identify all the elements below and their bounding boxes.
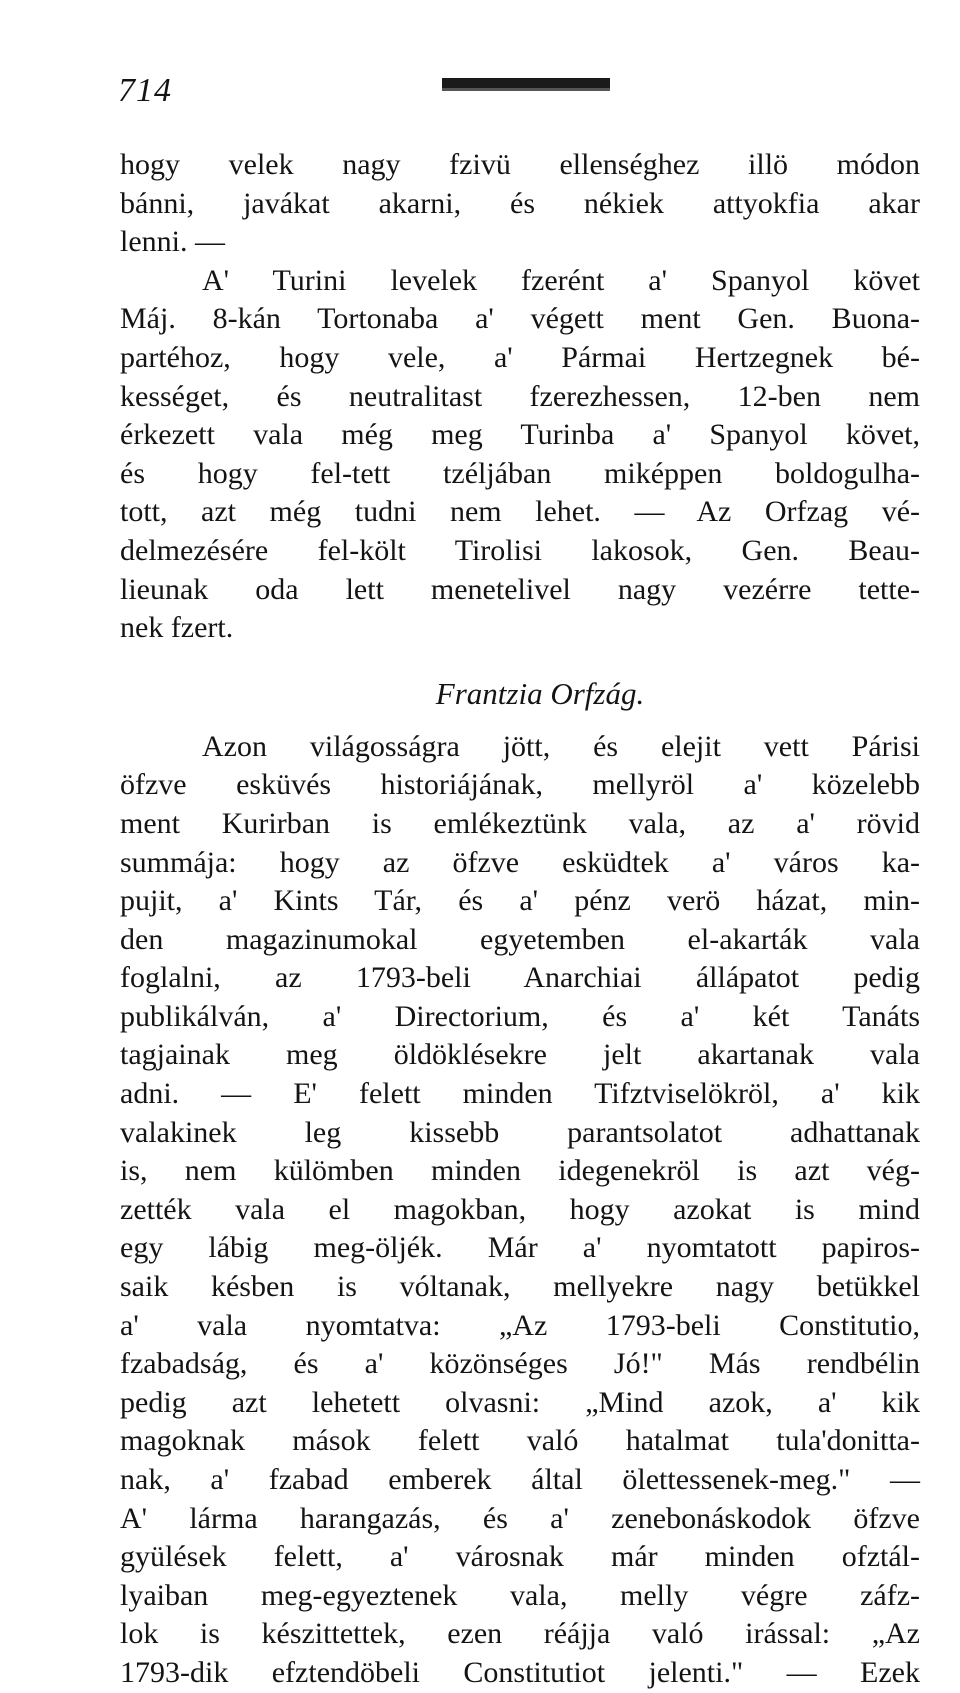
text-line: egy lábig meg-öljék. Már a' nyomtatott papiros- [120,1231,920,1265]
text-line: den magazinumokal egyetemben el-akarták vala [120,922,920,956]
paragraph [120,728,920,1693]
body-text [120,146,920,1693]
text-line: bánni, javákat akarni, és nékiek attyokfia akar [120,186,920,220]
text-line: partéhoz, hogy vele, a' Pármai Hertzegnek bé- [120,340,920,374]
text-line: érkezett vala még meg Turinba a' Spanyol követ, [120,418,920,452]
paragraph [120,262,920,648]
header-rule [442,78,610,91]
text-line: A' lárma harangazás, és a' zenebonáskodok öfzve [120,1501,920,1535]
text-line: fzabadság, és a' közönséges Jó!" Más rendbélin [120,1347,920,1381]
text-line: publikálván, a' Directorium, és a' két Tanáts [120,999,920,1033]
text-line: a' vala nyomtatva: „Az 1793-beli Constitutio, [120,1308,920,1342]
text-line: nak, a' fzabad emberek által ölettessenek-meg." — [120,1463,920,1496]
text-line: pedig azt lehetett olvasni: „Mind azok, a' kik [120,1385,920,1419]
text-line: adni. — E' felett minden Tifztviselökröl, a' kik [120,1077,920,1111]
text-line: delmezésére fel-költ Tirolisi lakosok, Gen. Beau- [120,533,920,567]
text-line: lok is készittettek, ezen réájja való irással: „Az [120,1617,920,1651]
text-line: hogy velek nagy fzivü ellenséghez illö módon [120,148,920,181]
text-line: Máj. 8-kán Tortonaba a' végett ment Gen. Buona- [120,302,920,336]
text-line: lyaiban meg-egyeztenek vala, melly végre záfz- [120,1578,920,1612]
text-line: is, nem külömben minden idegenekröl is azt vég- [120,1154,920,1188]
text-line: foglalni, az 1793-beli Anarchiai állápatot pedig [120,961,920,995]
text-line: öfzve esküvés historiájának, mellyröl a' közelebb [120,768,920,802]
text-line: zették vala el magokban, hogy azokat is mind [120,1192,920,1226]
text-line: ment Kurirban is emlékeztünk vala, az a' rövid [120,806,920,840]
text-line: gyülések felett, a' városnak már minden ofztál- [120,1540,920,1574]
text-line: saik késben is vóltanak, mellyekre nagy betükkel [120,1270,920,1304]
section-heading: Frantzia Orfzág. [435,675,645,711]
text-line: tott, azt még tudni nem lehet. — Az Orfzag vé- [120,495,920,529]
text-line: 1793-dik efztendöbeli Constitutiot jelenti." — Ezek [120,1655,920,1689]
text-line: magoknak mások felett való hatalmat tula'donitta- [120,1424,920,1458]
page-number: 714 [118,72,172,109]
text-line: valakinek leg kissebb parantsolatot adhattanak [120,1115,920,1149]
text-line: kességet, és neutralitast fzerezhessen, 12-ben nem [120,379,920,413]
text-line: pujit, a' Kints Tár, és a' pénz verö házat, min- [120,884,920,918]
text-line: lenni. — [120,225,225,259]
text-line: tagjainak meg öldöklésekre jelt akartanak vala [120,1038,920,1072]
text-line: Azon világosságra jött, és elejit vett Párisi [202,729,920,763]
text-line: summája: hogy az öfzve esküdtek a' város ka- [120,845,920,879]
text-line: lieunak oda lett menetelivel nagy vezérre tette- [120,572,920,606]
paragraph [120,146,920,262]
text-line: A' Turini levelek fzerént a' Spanyol követ [202,263,920,297]
text-line: nek fzert. [120,611,234,645]
text-line: és hogy fel-tett tzéljában miképpen boldogulha- [120,456,920,490]
